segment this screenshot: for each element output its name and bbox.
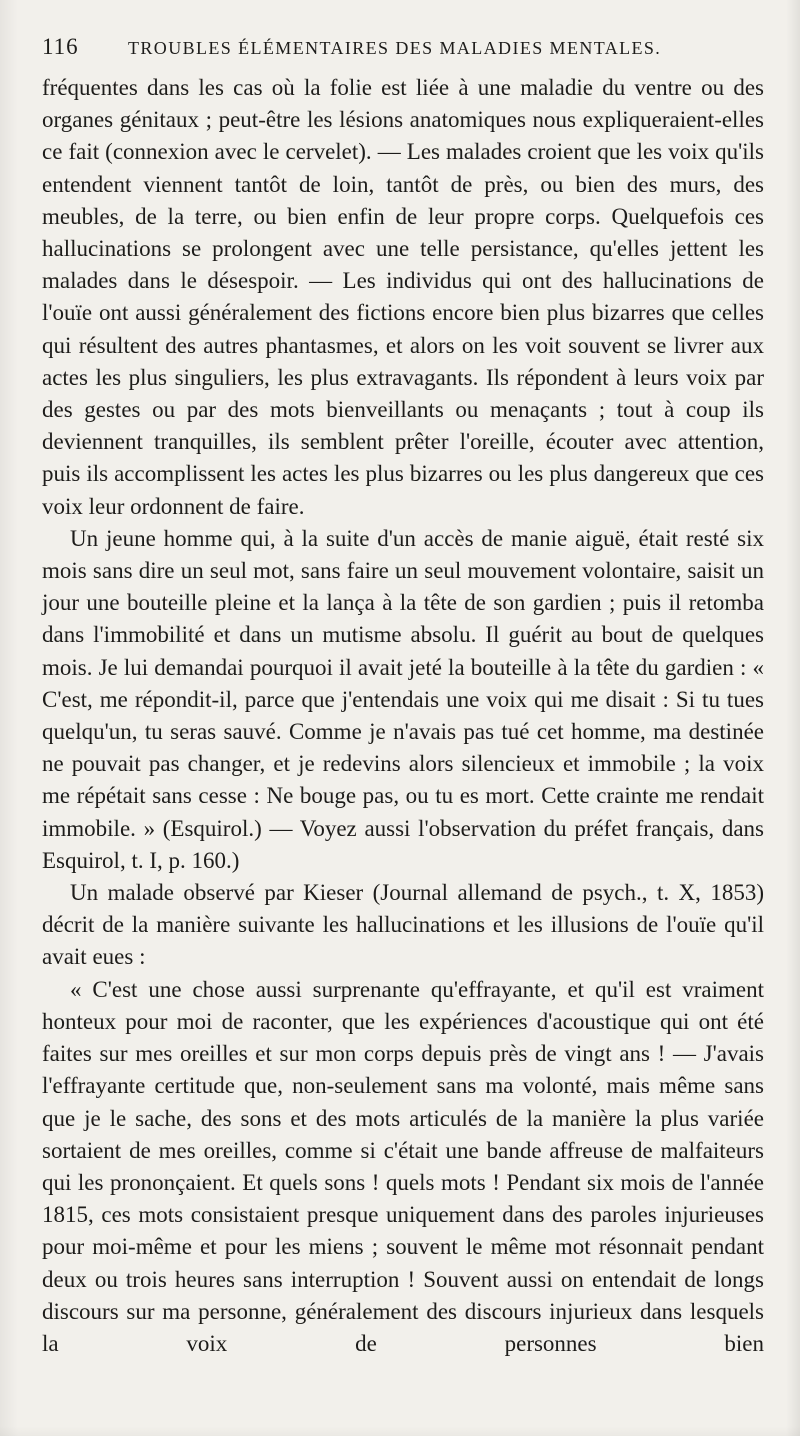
page-number: 116 xyxy=(42,34,79,59)
paragraph-4: « C'est une chose aussi surprenante qu'effrayante, et qu'il est vraiment honteux pour moi de raconter, que les expériences d'acoustique qui ont été faites sur mes oreilles et sur mon corps depuis près de vingt ans ! — J'avais l'effrayante certitude que, non-seulement sans ma volonté, mais même sans que je le sache, des sons et des mots articulés de la manière la plus variée sortaient de mes oreilles, comme si c'était une bande affreuse de malfaiteurs qui les prononçaient. Et quels sons ! quels mots ! Pendant six mois de l'année 1815, ces mots consistaient presque uniquement dans des paroles injurieuses pour moi-même et pour les miens ; souvent le même mot résonnait pendant deux ou trois heures sans interruption ! Souvent aussi on entendait de longs discours sur ma personne, généralement des discours injurieux dans lesquels la voix de personnes bien xyxy=(42,976,764,1356)
page-header xyxy=(42,34,770,70)
running-head: TROUBLES ÉLÉMENTAIRES DES MALADIES MENTALES. xyxy=(128,38,662,58)
paragraph-2: Un jeune homme qui, à la suite d'un accès de manie aiguë, était resté six mois sans dire un seul mot, sans faire un seul mouvement volontaire, saisit un jour une bouteille pleine et la lança à la tête de son gardien ; puis il retomba dans l'immobilité et dans un mutisme absolu. Il guérit au bout de quelques mois. Je lui demandai pourquoi il avait jeté la bouteille à la tête du gardien : « C'est, me répondit-il, parce que j'entendais une voix qui me disait : Si tu tues quelqu'un, tu seras sauvé. Comme je n'avais pas tué cet homme, ma destinée ne pouvait pas changer, et je redevins alors silencieux et immobile ; la voix me répétait sans cesse : Ne bouge pas, ou tu es mort. Cette crainte me rendait immobile. » (Esquirol.) — Voyez aussi l'observation du préfet français, dans Esquirol, t. I, p. 160.) xyxy=(42,525,764,873)
paragraph-1: fréquentes dans les cas où la folie est liée à une maladie du ventre ou des organes génitaux ; peut-être les lésions anatomiques nous expliqueraient-elles ce fait (connexion avec le cervelet). — Les malades croient que les voix qu'ils entendent viennent tantôt de loin, tantôt de près, ou bien des murs, des meubles, de la terre, ou bien enfin de leur propre corps. Quelquefois ces hallucinations se prolongent avec une telle persistance, qu'elles jettent les malades dans le désespoir. — Les individus qui ont des hallucinations de l'ouïe ont aussi généralement des fictions encore bien plus bizarres que celles qui résultent des autres phantasmes, et alors on les voit souvent se livrer aux actes les plus singuliers, les plus extravagants. Ils répondent à leurs voix par des gestes ou par des mots bienveillants ou menaçants ; tout à coup ils deviennent tranquilles, ils semblent prêter l'oreille, écouter avec attention, puis ils accomplissent les actes les plus bizarres ou les plus dangereux que ces voix leur ordonnent de faire. xyxy=(42,75,764,519)
body-text xyxy=(42,72,764,1360)
paragraph-3: Un malade observé par Kieser (Journal allemand de psych., t. X, 1853) décrit de la manière suivante les hallucinations et les illusions de l'ouïe qu'il avait eues : xyxy=(42,880,764,970)
page-edge-shadow xyxy=(0,1426,800,1436)
